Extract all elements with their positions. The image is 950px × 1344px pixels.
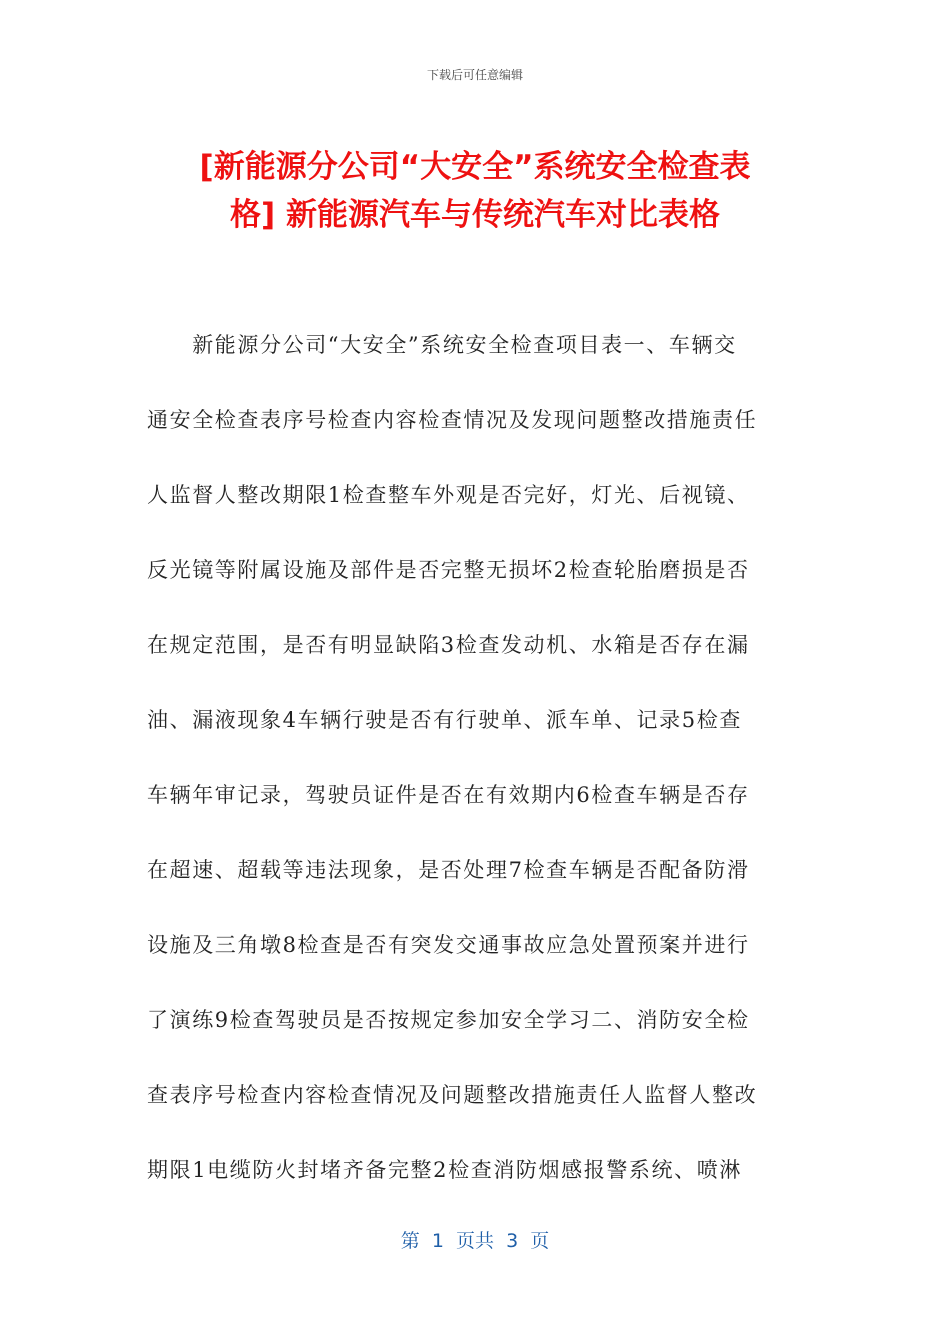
body-line: 设施及三角墩8检查是否有突发交通事故应急处置预案并进行: [147, 933, 750, 957]
body-line: 了演练9检查驾驶员是否按规定参加安全学习二、消防安全检: [147, 1008, 750, 1032]
body-line: 查表序号检查内容检查情况及问题整改措施责任人监督人整改: [147, 1083, 758, 1107]
page-footer: 第 1 页共 3 页: [400, 1230, 550, 1252]
body-line: 在规定范围，是否有明显缺陷3检查发动机、水箱是否存在漏: [147, 633, 750, 657]
body-line: 车辆年审记录，驾驶员证件是否在有效期内6检查车辆是否存: [147, 783, 750, 807]
body-line: 在超速、超载等违法现象，是否处理7检查车辆是否配备防滑: [147, 858, 750, 882]
body-line: 人监督人整改期限1检查整车外观是否完好，灯光、后视镜、: [147, 483, 750, 507]
body-text: [147, 330, 807, 1230]
body-line: 新能源分公司“大安全”系统安全检查项目表一、车辆交: [147, 333, 737, 357]
title-line-2: 格] 新能源汽车与传统汽车对比表格: [230, 197, 720, 233]
document-title: [150, 143, 800, 239]
body-line: 通安全检查表序号检查内容检查情况及发现问题整改措施责任: [147, 408, 758, 432]
body-line: 油、漏液现象4车辆行驶是否有行驶单、派车单、记录5检查: [147, 708, 742, 732]
header-note: 下载后可任意编辑: [426, 68, 523, 82]
body-line: 期限1电缆防火封堵齐备完整2检查消防烟感报警系统、喷淋: [147, 1158, 742, 1182]
body-line: 反光镜等附属设施及部件是否完整无损坏2检查轮胎磨损是否: [147, 558, 750, 582]
title-line-1: [新能源分公司“大安全”系统安全检查表: [199, 149, 751, 185]
